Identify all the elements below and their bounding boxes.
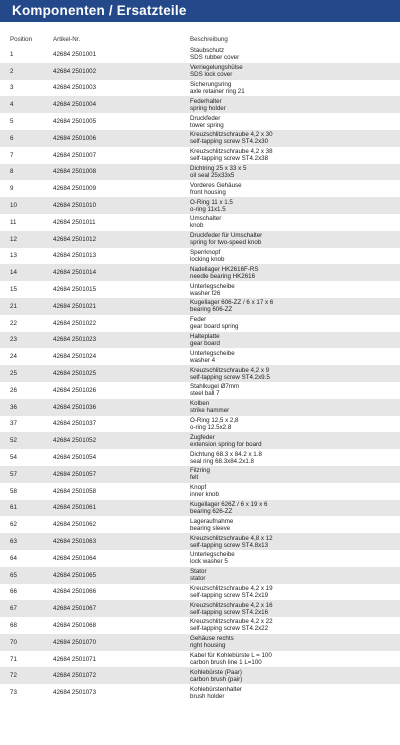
- description-de: Vorderes Gehäuse: [190, 181, 242, 189]
- cell-position: 68: [10, 621, 17, 629]
- cell-position: 67: [10, 605, 17, 613]
- cell-position: 2: [10, 67, 14, 75]
- description-de: Kugellager 606-ZZ / 6 x 17 x 6: [190, 299, 274, 307]
- description-de: Kugellager 626Z / 6 x 19 x 6: [190, 500, 268, 508]
- cell-description: [160, 283, 400, 297]
- description-de: Zugfeder: [190, 433, 215, 441]
- cell-position: 72: [10, 672, 17, 680]
- table-row: [0, 365, 400, 382]
- table-row: [0, 584, 400, 601]
- cell-position: 23: [10, 336, 17, 344]
- table-row: [0, 147, 400, 164]
- table-row: [0, 348, 400, 365]
- table-row: [0, 667, 400, 684]
- cell-article: 42684 2501068: [53, 621, 97, 629]
- description-de: Kohlebürste (Paar): [190, 668, 242, 676]
- cell-description: [160, 568, 400, 582]
- description-en: bearing 606-ZZ: [190, 306, 233, 314]
- table-row: [0, 214, 400, 231]
- cell-article: 42684 2501054: [53, 454, 97, 462]
- table-row: [0, 197, 400, 214]
- description-de: Kabel für Kohlebürste L = 100: [190, 652, 272, 660]
- description-de: Halteplatte: [190, 332, 220, 340]
- description-en: SDS rubber cover: [190, 54, 240, 62]
- cell-article: 42684 2501025: [53, 370, 97, 378]
- cell-description: [160, 467, 400, 481]
- header-position: Position: [10, 35, 33, 43]
- description-de: O-Ring 11 x 1.5: [190, 198, 233, 206]
- description-de: Stahlkugel Ø7mm: [190, 383, 240, 391]
- cell-article: 42684 2501023: [53, 336, 97, 344]
- description-de: Kohlebürstenhalter: [190, 685, 242, 693]
- description-en: right housing: [190, 642, 226, 650]
- description-de: Unterlegscheibe: [190, 551, 235, 559]
- cell-position: 65: [10, 571, 17, 579]
- description-de: Druckfeder für Umschalter: [190, 232, 263, 240]
- cell-article: 42684 2501012: [53, 235, 97, 243]
- description-de: Kreuzschlitzschraube 4,2 x 9: [190, 366, 270, 374]
- cell-article: 42684 2501006: [53, 134, 97, 142]
- cell-article: 42684 2501015: [53, 286, 97, 294]
- description-en: self-tapping screw ST4.2x16: [190, 608, 269, 616]
- description-de: Knopf: [190, 484, 207, 492]
- table-row: [0, 248, 400, 265]
- cell-description: [160, 400, 400, 414]
- cell-description: [160, 98, 400, 112]
- cell-article: 42684 2501062: [53, 521, 97, 529]
- description-en: o-ring 12.5x2.8: [190, 423, 232, 431]
- cell-description: [160, 182, 400, 196]
- cell-article: 42684 2501014: [53, 269, 97, 277]
- description-en: stator: [190, 575, 206, 583]
- cell-description: [160, 551, 400, 565]
- table-row: [0, 600, 400, 617]
- cell-description: [160, 47, 400, 61]
- cell-article: 42684 2501024: [53, 353, 97, 361]
- description-en: bearing sleeve: [190, 524, 231, 532]
- table-row: [0, 264, 400, 281]
- cell-article: 42684 2501066: [53, 588, 97, 596]
- table-row: [0, 634, 400, 651]
- cell-position: 7: [10, 151, 14, 159]
- cell-article: 42684 2501005: [53, 118, 97, 126]
- cell-description: [160, 602, 400, 616]
- cell-description: [160, 148, 400, 162]
- cell-position: 25: [10, 370, 17, 378]
- cell-article: 42684 2501071: [53, 655, 97, 663]
- cell-article: 42684 2501061: [53, 504, 97, 512]
- cell-position: 70: [10, 638, 17, 646]
- table-row: [0, 684, 400, 701]
- header-description: Beschreibung: [190, 35, 228, 43]
- description-en: carbon brush line 1 L=100: [190, 659, 262, 667]
- cell-description: [160, 350, 400, 364]
- cell-article: 42684 2501013: [53, 252, 97, 260]
- cell-position: 13: [10, 252, 17, 260]
- cell-position: 57: [10, 470, 17, 478]
- cell-article: 42684 2501008: [53, 168, 97, 176]
- description-de: Dichtring 25 x 33 x 5: [190, 164, 247, 172]
- cell-description: [160, 131, 400, 145]
- cell-article: 42684 2501072: [53, 672, 97, 680]
- description-en: extension spring for board: [190, 440, 262, 448]
- cell-description: [160, 81, 400, 95]
- cell-position: 21: [10, 302, 17, 310]
- description-de: Sperrknopf: [190, 248, 221, 256]
- cell-article: 42684 2501065: [53, 571, 97, 579]
- cell-article: 42684 2501036: [53, 403, 97, 411]
- cell-description: [160, 518, 400, 532]
- table-row: [0, 315, 400, 332]
- cell-description: [160, 451, 400, 465]
- description-de: Kreuzschlitzschraube 4,2 x 30: [190, 131, 273, 139]
- table-row: [0, 63, 400, 80]
- table-row: [0, 332, 400, 349]
- cell-position: 22: [10, 319, 17, 327]
- cell-article: 42684 2501022: [53, 319, 97, 327]
- description-en: inner knob: [190, 491, 219, 499]
- cell-position: 8: [10, 168, 14, 176]
- description-de: Umschalter: [190, 215, 222, 223]
- description-en: self-tapping screw ST4.2x30: [190, 138, 269, 146]
- cell-position: 10: [10, 202, 17, 210]
- description-de: Staubschutz: [190, 47, 225, 55]
- cell-position: 64: [10, 554, 17, 562]
- description-de: Federhalter: [190, 97, 222, 105]
- cell-position: 73: [10, 689, 17, 697]
- cell-article: 42684 2501007: [53, 151, 97, 159]
- page-title: Komponenten / Ersatzteile: [0, 0, 400, 22]
- cell-article: 42684 2501002: [53, 67, 97, 75]
- parts-table: [0, 46, 400, 701]
- cell-article: 42684 2501026: [53, 386, 97, 394]
- cell-article: 42684 2501058: [53, 487, 97, 495]
- description-en: spring holder: [190, 104, 226, 112]
- cell-article: 42684 2501067: [53, 605, 97, 613]
- description-en: self-tapping screw ST4.2x19: [190, 591, 269, 599]
- description-de: Dichtung 68.3 x 84.2 x 1.8: [190, 450, 262, 458]
- table-row: [0, 416, 400, 433]
- cell-article: 42684 2501052: [53, 437, 97, 445]
- description-en: carbon brush (pair): [190, 675, 243, 683]
- table-row: [0, 466, 400, 483]
- description-de: Stator: [190, 568, 207, 576]
- description-de: Sicherungsring: [190, 80, 232, 88]
- table-row: [0, 298, 400, 315]
- cell-description: [160, 686, 400, 700]
- description-en: front housing: [190, 188, 226, 196]
- description-en: oil seal 25x33x5: [190, 171, 235, 179]
- cell-position: 63: [10, 538, 17, 545]
- table-row: [0, 231, 400, 248]
- cell-position: 36: [10, 403, 17, 411]
- description-de: Lageraufnahme: [190, 517, 234, 525]
- cell-description: [160, 652, 400, 666]
- table-row: [0, 483, 400, 500]
- description-de: Unterlegscheibe: [190, 282, 235, 290]
- description-de: Feder: [190, 316, 207, 324]
- description-en: axle retainer ring 21: [190, 87, 245, 95]
- cell-position: 15: [10, 286, 17, 294]
- description-en: o-ring 11x1.5: [190, 205, 226, 213]
- cell-position: 9: [10, 185, 14, 193]
- cell-description: [160, 249, 400, 263]
- table-row: [0, 113, 400, 130]
- cell-description: [160, 434, 400, 448]
- description-en: washer f26: [190, 289, 221, 297]
- cell-description: [160, 367, 400, 381]
- table-row: [0, 96, 400, 113]
- cell-article: 42684 2501004: [53, 101, 97, 109]
- cell-description: [160, 585, 400, 599]
- table-row: [0, 130, 400, 147]
- description-de: Kolben: [190, 400, 210, 408]
- table-row: [0, 399, 400, 416]
- cell-position: 62: [10, 521, 17, 529]
- cell-description: [160, 417, 400, 431]
- cell-article: 42684 2501070: [53, 638, 97, 646]
- cell-description: [160, 535, 400, 549]
- cell-description: [160, 299, 400, 313]
- description-en: SDS lock cover: [190, 71, 233, 79]
- cell-description: [160, 484, 400, 498]
- cell-position: 37: [10, 420, 17, 428]
- cell-position: 66: [10, 588, 17, 596]
- cell-description: [160, 383, 400, 397]
- cell-position: 24: [10, 353, 17, 361]
- cell-description: [160, 635, 400, 649]
- header-article: Artikel-Nr.: [53, 35, 81, 43]
- description-en: self-tapping screw ST4.8x13: [190, 541, 269, 549]
- description-en: tower spring: [190, 121, 224, 129]
- cell-position: 54: [10, 454, 17, 462]
- cell-description: [160, 199, 400, 213]
- description-en: lock washer 5: [190, 558, 228, 566]
- description-en: felt: [190, 474, 199, 482]
- cell-position: 71: [10, 655, 17, 663]
- description-en: self-tapping screw ST4.2x38: [190, 155, 269, 163]
- cell-article: 42684 2501063: [53, 538, 97, 545]
- cell-position: 6: [10, 134, 14, 142]
- cell-article: 42684 2501057: [53, 470, 97, 478]
- table-row: [0, 80, 400, 97]
- cell-description: [160, 232, 400, 246]
- description-en: self-tapping screw ST4.2x9.5: [190, 373, 270, 381]
- description-en: steel ball 7: [190, 390, 220, 398]
- cell-position: 26: [10, 386, 17, 394]
- description-en: gear board spring: [190, 323, 239, 331]
- description-de: Kreuzschlitzschraube 4,2 x 22: [190, 618, 273, 626]
- description-de: Gehäuse rechts: [190, 635, 234, 643]
- table-row: [0, 432, 400, 449]
- description-en: locking knob: [190, 255, 225, 263]
- table-row: [0, 449, 400, 466]
- description-de: Kreuzschlitzschraube 4,2 x 16: [190, 601, 273, 609]
- description-en: needle bearing HK2616: [190, 272, 256, 280]
- cell-article: 42684 2501073: [53, 689, 97, 697]
- cell-position: 11: [10, 218, 17, 226]
- description-en: brush holder: [190, 692, 225, 700]
- table-row: [0, 651, 400, 668]
- description-de: Kreuzschlitzschraube 4,2 x 38: [190, 148, 273, 156]
- cell-description: [160, 165, 400, 179]
- table-row: [0, 617, 400, 634]
- cell-description: [160, 501, 400, 515]
- description-de: Druckfeder: [190, 114, 221, 122]
- table-row: [0, 533, 400, 550]
- table-row: [0, 281, 400, 298]
- cell-article: 42684 2501009: [53, 185, 97, 193]
- cell-description: [160, 64, 400, 78]
- cell-article: 42684 2501037: [53, 420, 97, 428]
- cell-article: 42684 2501001: [53, 50, 97, 58]
- description-en: bearing 626-ZZ: [190, 507, 233, 515]
- cell-position: 52: [10, 437, 17, 445]
- table-row: [0, 164, 400, 181]
- table-row: [0, 382, 400, 399]
- cell-article: 42684 2501011: [53, 218, 96, 226]
- description-de: Filzring: [190, 467, 210, 475]
- cell-position: 1: [10, 50, 14, 58]
- description-en: seal ring 68.3x84.2x1.8: [190, 457, 254, 465]
- cell-description: [160, 669, 400, 683]
- cell-description: [160, 266, 400, 280]
- description-de: Kreuzschlitzschraube 4,2 x 19: [190, 584, 273, 592]
- description-de: Nadellager HK2616F-RS: [190, 265, 259, 273]
- table-row: [0, 516, 400, 533]
- description-de: Unterlegscheibe: [190, 349, 235, 357]
- cell-description: [160, 215, 400, 229]
- description-de: O-Ring 12,5 x 2,8: [190, 416, 239, 424]
- cell-article: 42684 2501010: [53, 202, 97, 210]
- table-row: [0, 180, 400, 197]
- cell-article: 42684 2501003: [53, 84, 97, 92]
- description-en: gear board: [190, 339, 220, 347]
- cell-description: [160, 115, 400, 129]
- cell-position: 61: [10, 504, 17, 512]
- cell-position: 3: [10, 84, 14, 92]
- cell-position: 5: [10, 118, 14, 126]
- cell-description: [160, 316, 400, 330]
- cell-position: 12: [10, 235, 17, 243]
- description-de: Kreuzschlitzschraube 4,8 x 12: [190, 534, 273, 542]
- cell-article: 42684 2501064: [53, 554, 97, 562]
- table-header: [0, 32, 400, 46]
- description-de: Verriegelungshülse: [190, 64, 243, 72]
- description-en: knob: [190, 222, 204, 230]
- cell-position: 4: [10, 101, 14, 109]
- description-en: washer 4: [190, 356, 216, 364]
- description-en: strike hammer: [190, 407, 230, 415]
- table-row: [0, 500, 400, 517]
- table-row: [0, 46, 400, 63]
- cell-description: [160, 333, 400, 347]
- cell-article: 42684 2501021: [53, 302, 97, 310]
- cell-position: 14: [10, 269, 17, 277]
- description-en: spring for two-speed knob: [190, 239, 262, 247]
- description-en: self-tapping screw ST4.2x22: [190, 625, 269, 633]
- table-row: [0, 567, 400, 584]
- cell-position: 58: [10, 487, 17, 495]
- table-row: [0, 550, 400, 567]
- cell-description: [160, 618, 400, 632]
